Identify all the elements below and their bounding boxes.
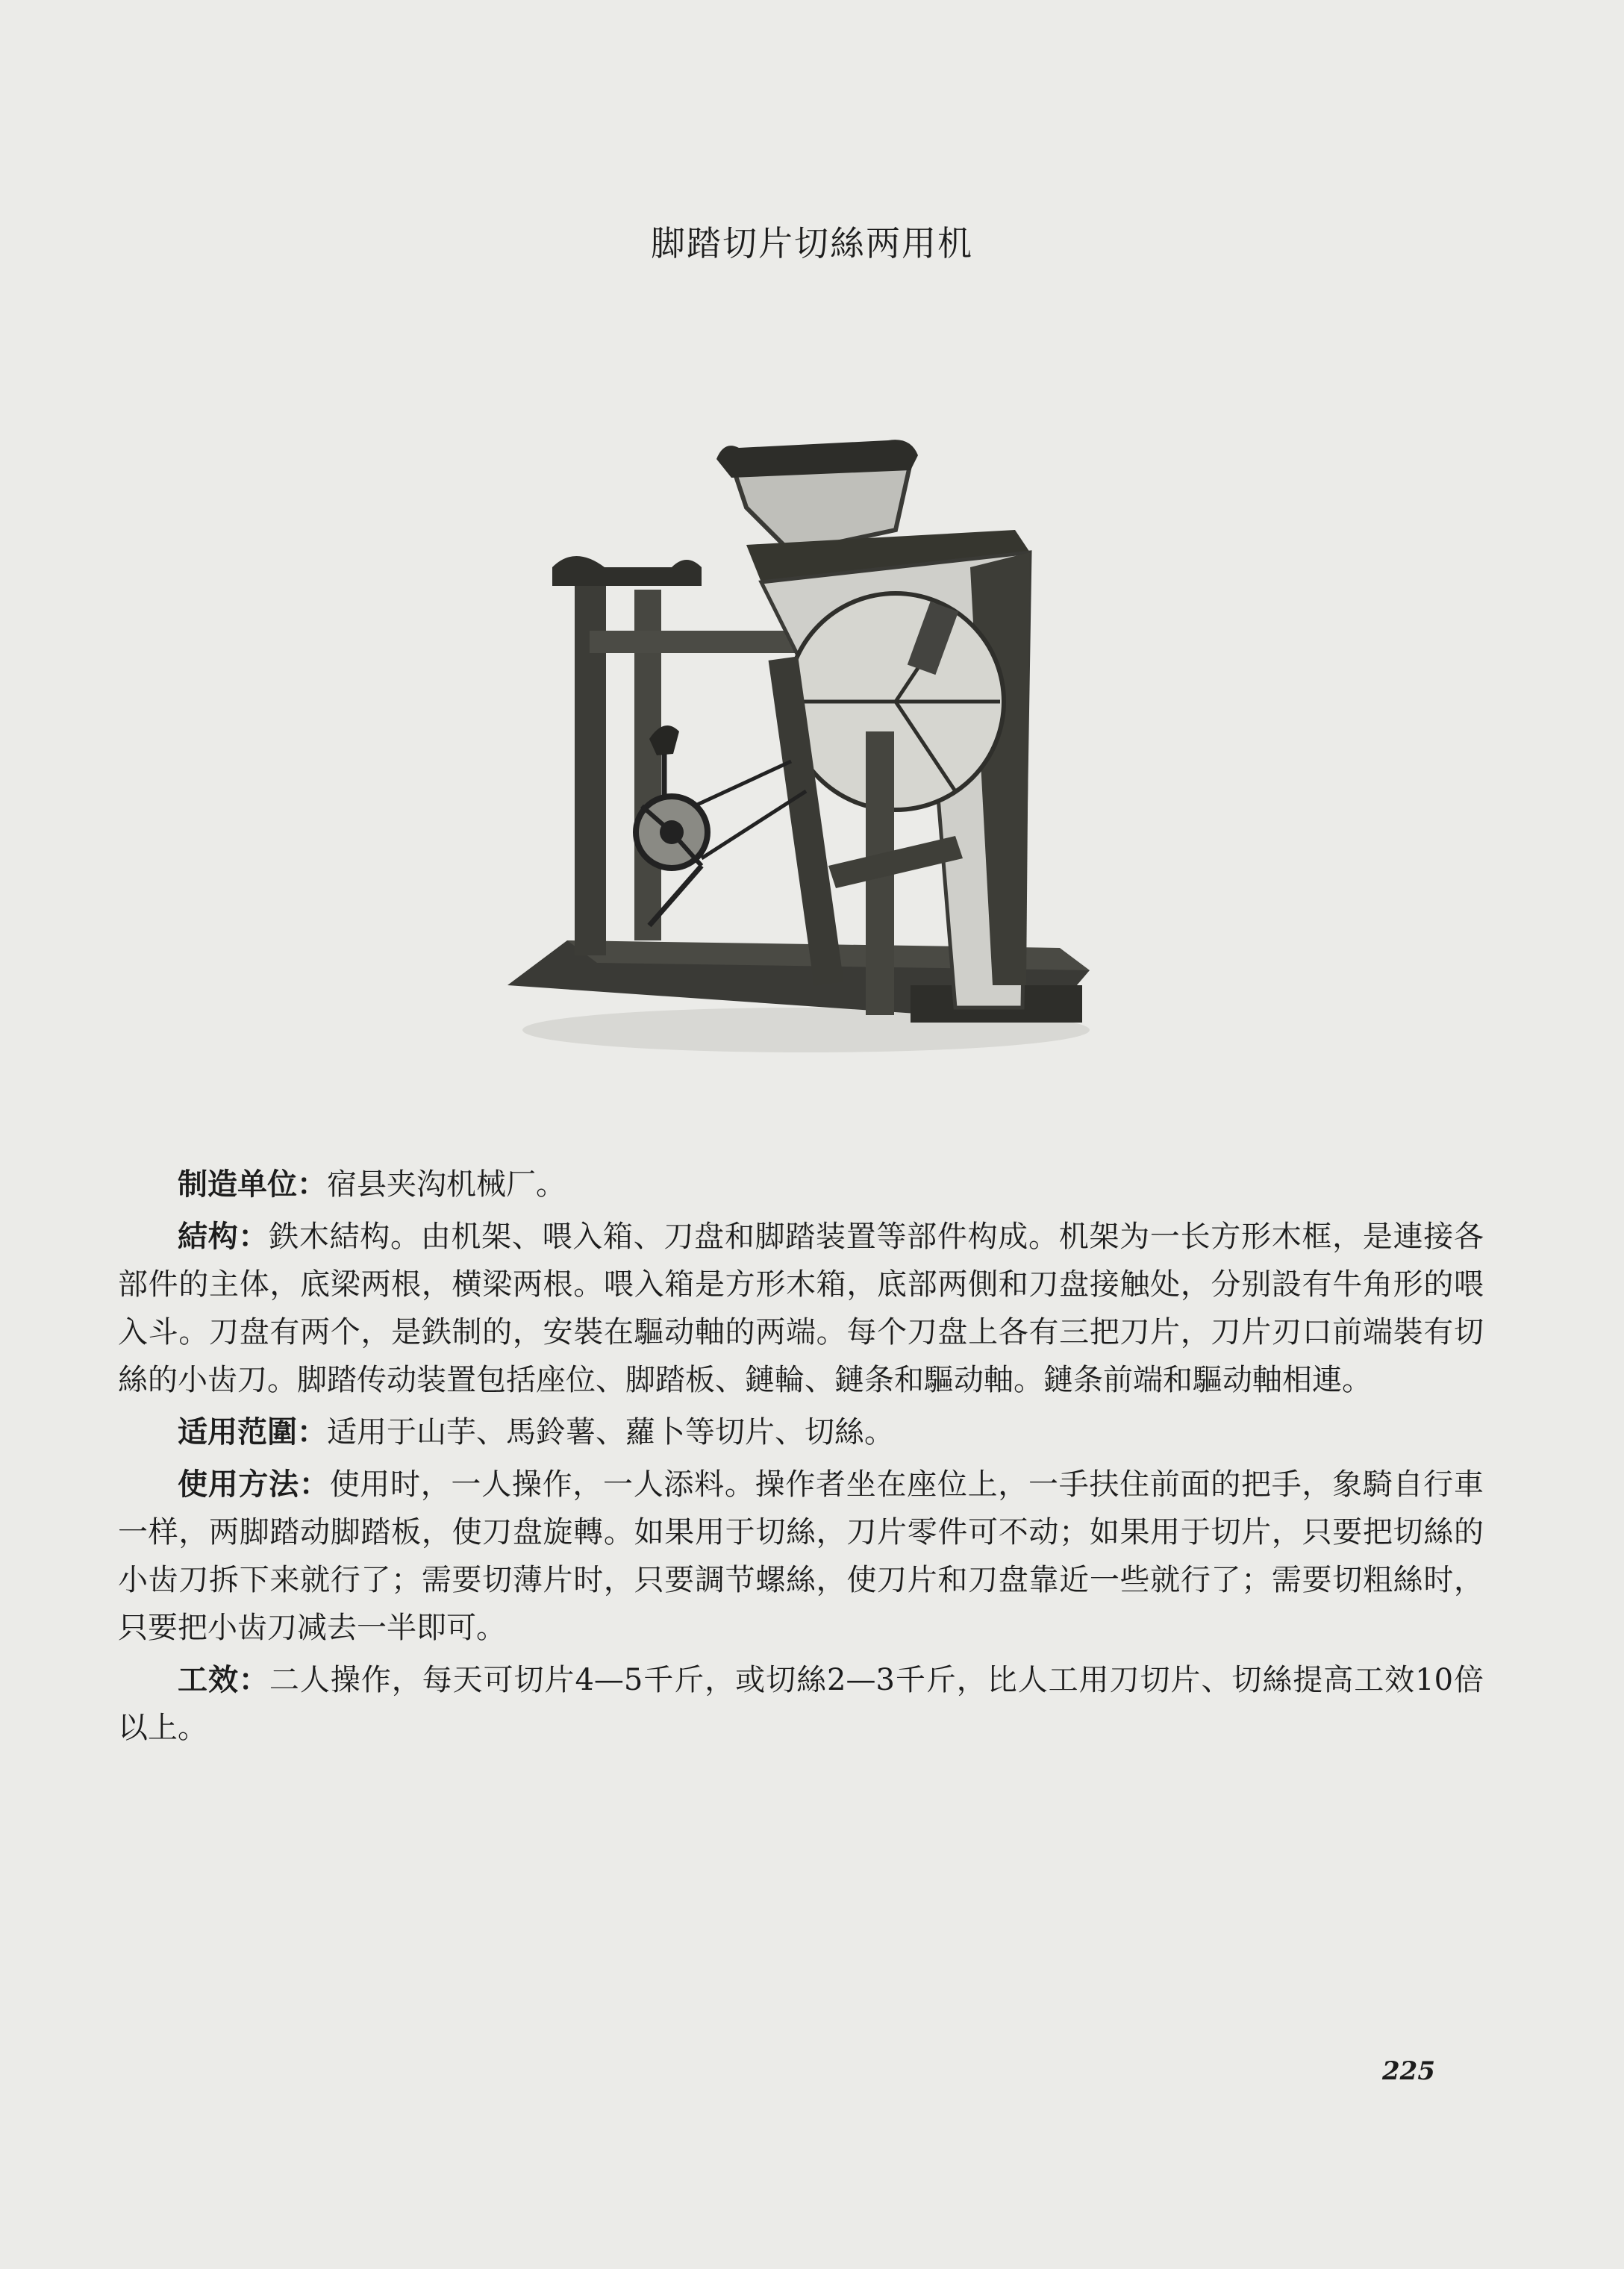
section-manufacturer [118,1161,1484,1208]
body-text [118,1161,1484,1756]
section-text: 宿县夹沟机械厂。 [327,1167,566,1202]
section-scope [118,1408,1484,1456]
section-label: 使用方法： [178,1467,330,1502]
page-title: 脚踏切片切絲两用机 [651,223,973,263]
section-text: 鉄木結构。由机架、喂入箱、刀盘和脚踏装置等部件构成。机架为一长方形木框，是連接各部件的主体，底梁两根，横梁两根。喂入箱是方形木箱，底部两側和刀盘接触处，分别設有牛角形的喂入斗。刀盘有两个，是鉄制的，安裝在驅动軸的两端。每个刀盘上各有三把刀片，刀片刃口前端裝有切絲的小齿刀。脚踏传动装置包括座位、脚踏板、鏈輪、鏈条和驅动軸。鏈条前端和驅动軸相連。 [118,1220,1484,1397]
section-label: 适用范圍： [178,1415,327,1449]
section-usage [118,1461,1484,1652]
machine-illustration [478,418,1134,1090]
section-label: 制造单位： [178,1167,327,1202]
page-number: 225 [1382,2056,1435,2086]
section-text: 使用时，一人操作，一人添料。操作者坐在座位上，一手扶住前面的把手，象騎自行車一样，两脚踏动脚踏板，使刀盘旋轉。如果用于切絲，刀片零件可不动；如果用于切片，只要把切絲的小齿刀拆下来就行了；需要切薄片时，只要調节螺絲，使刀片和刀盘靠近一些就行了；需要切粗絲时，只要把小齿刀减去一半即可。 [118,1467,1484,1645]
section-text: 适用于山芋、馬鈴薯、蘿卜等切片、切絲。 [327,1415,894,1449]
section-text: 二人操作，每天可切片4—5千斤，或切絲2—3千斤，比人工用刀切片、切絲提高工效10倍以上。 [118,1663,1484,1745]
section-efficiency [118,1656,1484,1752]
section-label: 結构： [178,1220,269,1254]
section-label: 工效： [178,1663,269,1697]
section-structure [118,1213,1484,1404]
